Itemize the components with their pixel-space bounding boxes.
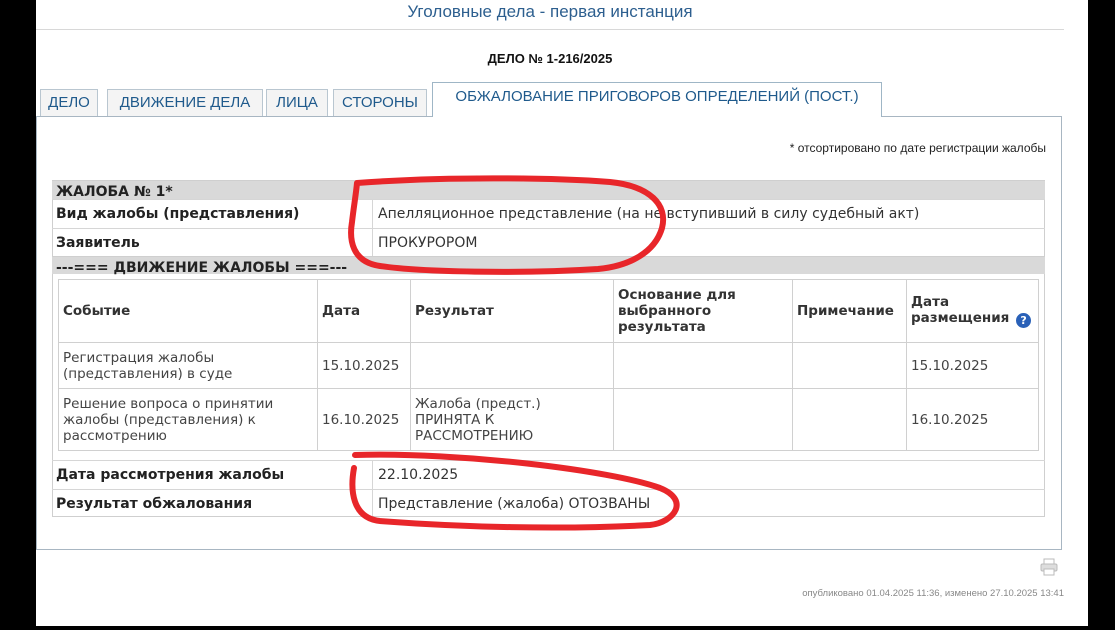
cell-posted: 16.10.2025	[907, 389, 1039, 451]
cell-basis	[614, 389, 793, 451]
col-basis: Основание для выбранного результата	[614, 280, 793, 343]
cell-result	[411, 343, 614, 389]
complaint-title: ЖАЛОБА № 1*	[56, 184, 173, 200]
divider	[372, 199, 373, 256]
cell-basis	[614, 343, 793, 389]
appeal-outcome-value: Представление (жалоба) ОТОЗВАНЫ	[378, 496, 651, 512]
review-date-value: 22.10.2025	[378, 467, 459, 483]
tab-case[interactable]: ДЕЛО	[40, 89, 98, 116]
court-section-title: Уголовные дела - первая инстанция	[407, 2, 693, 21]
table-header-row	[59, 280, 1039, 343]
col-event: Событие	[59, 280, 318, 343]
col-posted-label: Дата размещения	[911, 294, 1010, 326]
cell-posted: 15.10.2025	[907, 343, 1039, 389]
cell-note	[793, 343, 907, 389]
tab-appeals[interactable]: ОБЖАЛОВАНИЕ ПРИГОВОРОВ ОПРЕДЕЛЕНИЙ (ПОСТ.)	[432, 82, 882, 117]
col-note: Примечание	[793, 280, 907, 343]
divider	[372, 460, 373, 517]
cell-event: Регистрация жалобы (представления) в суде	[59, 343, 318, 389]
tab-case-movement[interactable]: ДВИЖЕНИЕ ДЕЛА	[107, 89, 263, 116]
review-date-label: Дата рассмотрения жалобы	[56, 467, 285, 483]
cell-result: Жалоба (предст.) ПРИНЯТА К РАССМОТРЕНИЮ	[411, 389, 614, 451]
movement-table	[58, 279, 1039, 451]
page	[36, 0, 1088, 626]
cell-event: Решение вопроса о принятии жалобы (представления) к рассмотрению	[59, 389, 318, 451]
cell-date: 15.10.2025	[318, 343, 411, 389]
review-date-row	[52, 460, 1045, 489]
tab-persons[interactable]: ЛИЦА	[266, 89, 328, 116]
col-result: Результат	[411, 280, 614, 343]
appeal-outcome-row	[52, 489, 1045, 517]
applicant-value: ПРОКУРОРОМ	[378, 235, 478, 251]
movement-title-row	[52, 256, 1045, 274]
col-posted	[907, 280, 1039, 343]
table-row	[59, 343, 1039, 389]
applicant-row	[52, 228, 1045, 256]
sort-note: * отсортировано по дате регистрации жалобы	[789, 141, 1046, 155]
cell-date: 16.10.2025	[318, 389, 411, 451]
question-circle-icon[interactable]: ?	[1016, 313, 1031, 328]
appeal-outcome-label: Результат обжалования	[56, 496, 253, 512]
col-date: Дата	[318, 280, 411, 343]
table-row	[59, 389, 1039, 451]
cell-note	[793, 389, 907, 451]
complaint-type-row	[52, 199, 1045, 228]
complaint-type-label: Вид жалобы (представления)	[56, 206, 300, 222]
complaint-type-value: Апелляционное представление (на не вступивший в силу судебный акт)	[378, 206, 920, 222]
publication-info: опубликовано 01.04.2025 11:36, изменено 27.10.2025 13:41	[802, 588, 1064, 599]
tab-parties[interactable]: СТОРОНЫ	[333, 89, 427, 116]
complaint-title-row	[52, 180, 1045, 199]
applicant-label: Заявитель	[56, 235, 140, 251]
divider	[36, 29, 1064, 30]
panel-border	[36, 116, 37, 550]
movement-title: ---=== ДВИЖЕНИЕ ЖАЛОБЫ ===---	[56, 260, 348, 276]
printer-icon[interactable]	[1040, 558, 1058, 580]
case-number: ДЕЛО № 1-216/2025	[487, 51, 613, 66]
